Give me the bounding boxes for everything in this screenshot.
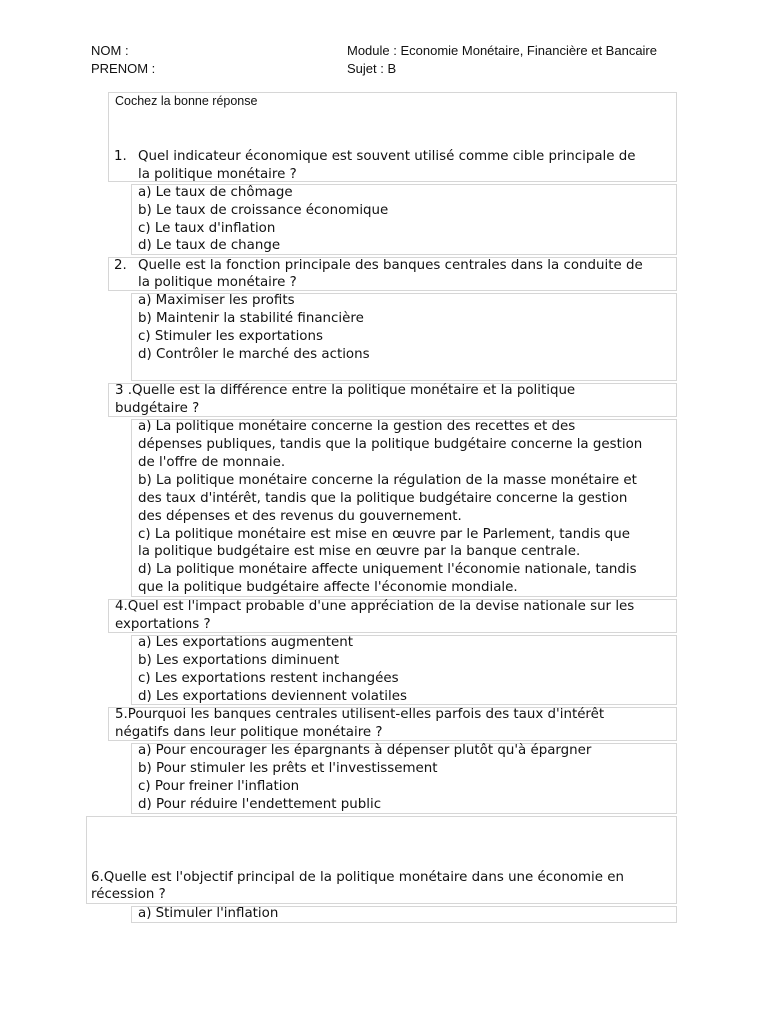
answer-option: d) Les exportations deviennent volatiles — [138, 689, 407, 704]
answer-option-line: de l'offre de monnaie. — [138, 455, 286, 470]
instruction-text: Cochez la bonne réponse — [115, 94, 258, 108]
answer-option: b) Pour stimuler les prêts et l'investissement — [138, 761, 438, 776]
sujet-label: Sujet : B — [347, 61, 397, 76]
answer-option-line: des taux d'intérêt, tandis que la politique budgétaire concerne la gestion — [138, 491, 628, 506]
answer-option: a) Stimuler l'inflation — [138, 906, 279, 921]
answer-option-line: c) La politique monétaire est mise en œuvre par le Parlement, tandis que — [138, 527, 630, 542]
question-text-line: négatifs dans leur politique monétaire ? — [115, 725, 383, 740]
answer-option-line: des dépenses et des revenus du gouvernement. — [138, 509, 462, 524]
answer-option-line: d) La politique monétaire affecte uniquement l'économie nationale, tandis — [138, 562, 637, 577]
answer-option-line: a) La politique monétaire concerne la gestion des recettes et des — [138, 419, 576, 434]
module-label: Module : Economie Monétaire, Financière et Bancaire — [347, 43, 657, 58]
prenom-label: PRENOM : — [91, 61, 156, 76]
question-6-cell — [86, 816, 677, 904]
question-number: 1. — [114, 149, 127, 164]
answer-option: b) Les exportations diminuent — [138, 653, 340, 668]
answer-option: d) Pour réduire l'endettement public — [138, 797, 382, 812]
nom-label: NOM : — [91, 43, 129, 58]
answer-option: c) Pour freiner l'inflation — [138, 779, 300, 794]
question-text-line: la politique monétaire ? — [138, 275, 297, 290]
answer-option: a) Maximiser les profits — [138, 293, 295, 308]
answer-option-line: b) La politique monétaire concerne la régulation de la masse monétaire et — [138, 473, 637, 488]
question-number: 2. — [114, 258, 127, 273]
question-text-line: exportations ? — [115, 617, 211, 632]
question-text-line: Quel indicateur économique est souvent utilisé comme cible principale de — [138, 149, 636, 164]
answer-option: d) Contrôler le marché des actions — [138, 347, 370, 362]
question-text-line: la politique monétaire ? — [138, 167, 297, 182]
question-text-line: budgétaire ? — [115, 401, 200, 416]
answer-option: b) Le taux de croissance économique — [138, 203, 389, 218]
answer-option: c) Stimuler les exportations — [138, 329, 323, 344]
answer-option: a) Les exportations augmentent — [138, 635, 354, 650]
answer-option: c) Le taux d'inflation — [138, 221, 276, 236]
question-text-line: 3 .Quelle est la différence entre la politique monétaire et la politique — [115, 383, 576, 398]
answer-option-line: que la politique budgétaire affecte l'économie mondiale. — [138, 580, 518, 595]
question-text-line: Quelle est la fonction principale des banques centrales dans la conduite de — [138, 258, 643, 273]
question-text-line: récession ? — [91, 887, 166, 902]
answer-option: c) Les exportations restent inchangées — [138, 671, 399, 686]
answer-option: a) Pour encourager les épargnants à dépenser plutôt qu'à épargner — [138, 743, 592, 758]
answer-option: b) Maintenir la stabilité financière — [138, 311, 364, 326]
answer-option-line: dépenses publiques, tandis que la politique budgétaire concerne la gestion — [138, 437, 643, 452]
question-text-line: 6.Quelle est l'objectif principal de la politique monétaire dans une économie en — [91, 870, 624, 885]
question-text-line: 4.Quel est l'impact probable d'une appréciation de la devise nationale sur les — [115, 599, 635, 614]
answer-option: a) Le taux de chômage — [138, 185, 293, 200]
answer-option: d) Le taux de change — [138, 238, 281, 253]
question-text-line: 5.Pourquoi les banques centrales utilisent-elles parfois des taux d'intérêt — [115, 707, 605, 722]
answer-option-line: la politique budgétaire est mise en œuvre par la banque centrale. — [138, 544, 581, 559]
